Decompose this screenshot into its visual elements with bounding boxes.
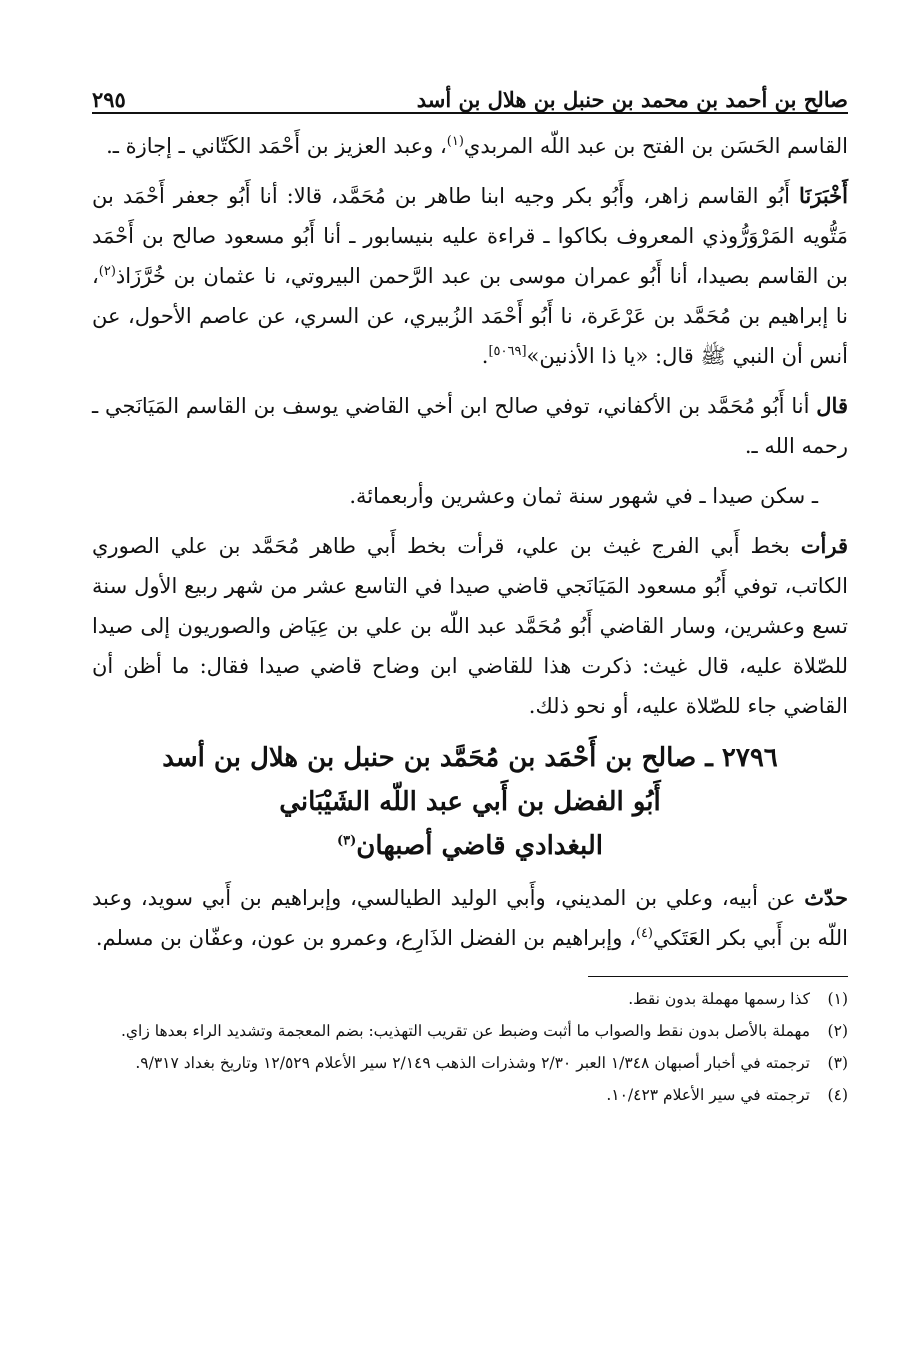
footnote-ref: (١)	[446, 134, 464, 149]
paragraph-text: ، نا إبراهيم بن مُحَمَّد بن عَرْعَرة، نا أَبُو أَحْمَد الزُبيري، عن السري، عن عاصم الأحول، عن أنس أن النبي ﷺ قال: «يا ذا الأذنين»	[92, 264, 848, 368]
footnote-ref: (٤)	[635, 926, 653, 941]
book-page	[92, 80, 848, 1113]
entry-heading-line: أَبُو الفضل بن أَبي عبد اللّه الشَيْبَاني	[279, 787, 661, 817]
paragraph-text: ـ سكن صيدا ـ في شهور سنة ثمان وعشرين وأربعمائة.	[349, 484, 818, 508]
footnote-number: (٣)	[827, 1054, 848, 1072]
paragraph-lead: قال	[816, 393, 848, 418]
paragraph-text: أَبُو القاسم زاهر، وأَبُو بكر وجيه ابنا طاهر بن مُحَمَّد، قالا: أنا أَبُو جعفر أَحْمَد بن مَتُّويه المَرْوَرُّوذي المعروف بكاكوا ـ قراءة عليه بنيسابور ـ أنا أَبُو مسعود صالح بن أَحْمَد بن القاسم بصيدا، أنا أَبُو عمران موسى بن عبد الرَّحمن البيروتي، نا عثمان بن خُرَّزَاذ	[92, 184, 848, 288]
paragraph-text: بخط أَبي الفرج غيث بن علي، قرأت بخط أَبي طاهر مُحَمَّد بن علي الصوري الكاتب، توفي أَبُو مسعود المَيَانَجي قاضي صيدا في التاسع عشر من شهر ربيع الأول سنة تسع وعشرين، وسار القاضي أَبُو مُحَمَّد عبد اللّه بن علي بن عِيَاض والصوريون إلى صيدا للصّلاة عليه، قال غيث: ذكرت هذا للقاضي ابن وضاح قاضي صيدا فقال: ما أظن أن القاضي جاء للصّلاة عليه، أو نحو ذلك.	[92, 534, 848, 718]
footnote	[92, 1049, 848, 1077]
page-number: ٢٩٥	[92, 87, 126, 112]
hadith-number: [٥٠٦٩]	[488, 344, 527, 359]
paragraph-lead: قرأت	[800, 533, 848, 558]
main-text	[92, 126, 848, 958]
entry-heading-line: ٢٧٩٦ ـ صالح بن أَحْمَد بن مُحَمَّد بن حنبل بن هلال بن أسد	[162, 743, 778, 773]
paragraph-text: ، وإبراهيم بن الفضل الذَارِع، وعمرو بن عون، وعفّان بن مسلم.	[95, 926, 636, 950]
paragraph-text: أنا أَبُو مُحَمَّد بن الأكفاني، توفي صالح ابن أخي القاضي يوسف بن القاسم المَيَانَجي ـ رحمه الله ـ.	[92, 394, 848, 458]
paragraph-lead: حدّث	[804, 885, 848, 910]
footnote	[92, 1017, 848, 1045]
paragraph-lead: أَخْبَرَنَا	[799, 183, 848, 208]
footnote-text: ترجمته في سير الأعلام ١٠/٤٢٣.	[606, 1086, 810, 1104]
entry-paragraph	[92, 878, 848, 958]
entry-heading-line	[92, 824, 848, 868]
footnotes	[92, 985, 848, 1109]
paragraph-4	[92, 476, 848, 516]
footnote-number: (١)	[827, 990, 848, 1008]
paragraph-5	[92, 526, 848, 726]
footnote-number: (٢)	[827, 1022, 848, 1040]
paragraph-text: .	[481, 344, 489, 368]
paragraph-text: ، وعبد العزيز بن أَحْمَد الكَتّاني ـ إجازة ـ.	[106, 134, 447, 158]
paragraph-2	[92, 176, 848, 376]
footnote	[92, 985, 848, 1013]
paragraph-text: عن أبيه، وعلي بن المديني، وأَبي الوليد الطيالسي، وإبراهيم بن أَبي سويد، وعبد اللّه بن أَبي بكر العَتَكي	[92, 886, 848, 950]
footnote	[92, 1081, 848, 1109]
footnote-ref: (٣)	[337, 833, 357, 849]
footnote-text: كذا رسمها مهملة بدون نقط.	[628, 990, 810, 1008]
footnote-text: ترجمته في أخبار أصبهان ١/٣٤٨ العبر ٢/٣٠ وشذرات الذهب ٢/١٤٩ سير الأعلام ١٢/٥٢٩ وتاريخ بغداد ٩/٣١٧.	[135, 1054, 810, 1072]
running-title: صالح بن أحمد بن محمد بن حنبل بن هلال بن أسد	[416, 87, 848, 112]
footnote-number: (٤)	[827, 1086, 848, 1104]
paragraph-1	[92, 126, 848, 166]
paragraph-text: القاسم الحَسَن بن الفتح بن عبد اللّه المربدي	[463, 134, 848, 158]
page-header	[92, 80, 848, 114]
footnote-ref: (٢)	[98, 264, 116, 279]
entry-heading-text: البغدادي قاضي أصبهان	[356, 831, 603, 861]
paragraph-3	[92, 386, 848, 466]
entry-heading	[92, 736, 848, 868]
footnote-text: مهملة بالأصل بدون نقط والصواب ما أثبت وضبط عن تقريب التهذيب: بضم المعجمة وتشديد الراء بعدها زاي.	[121, 1022, 810, 1040]
footnote-divider	[588, 976, 848, 977]
